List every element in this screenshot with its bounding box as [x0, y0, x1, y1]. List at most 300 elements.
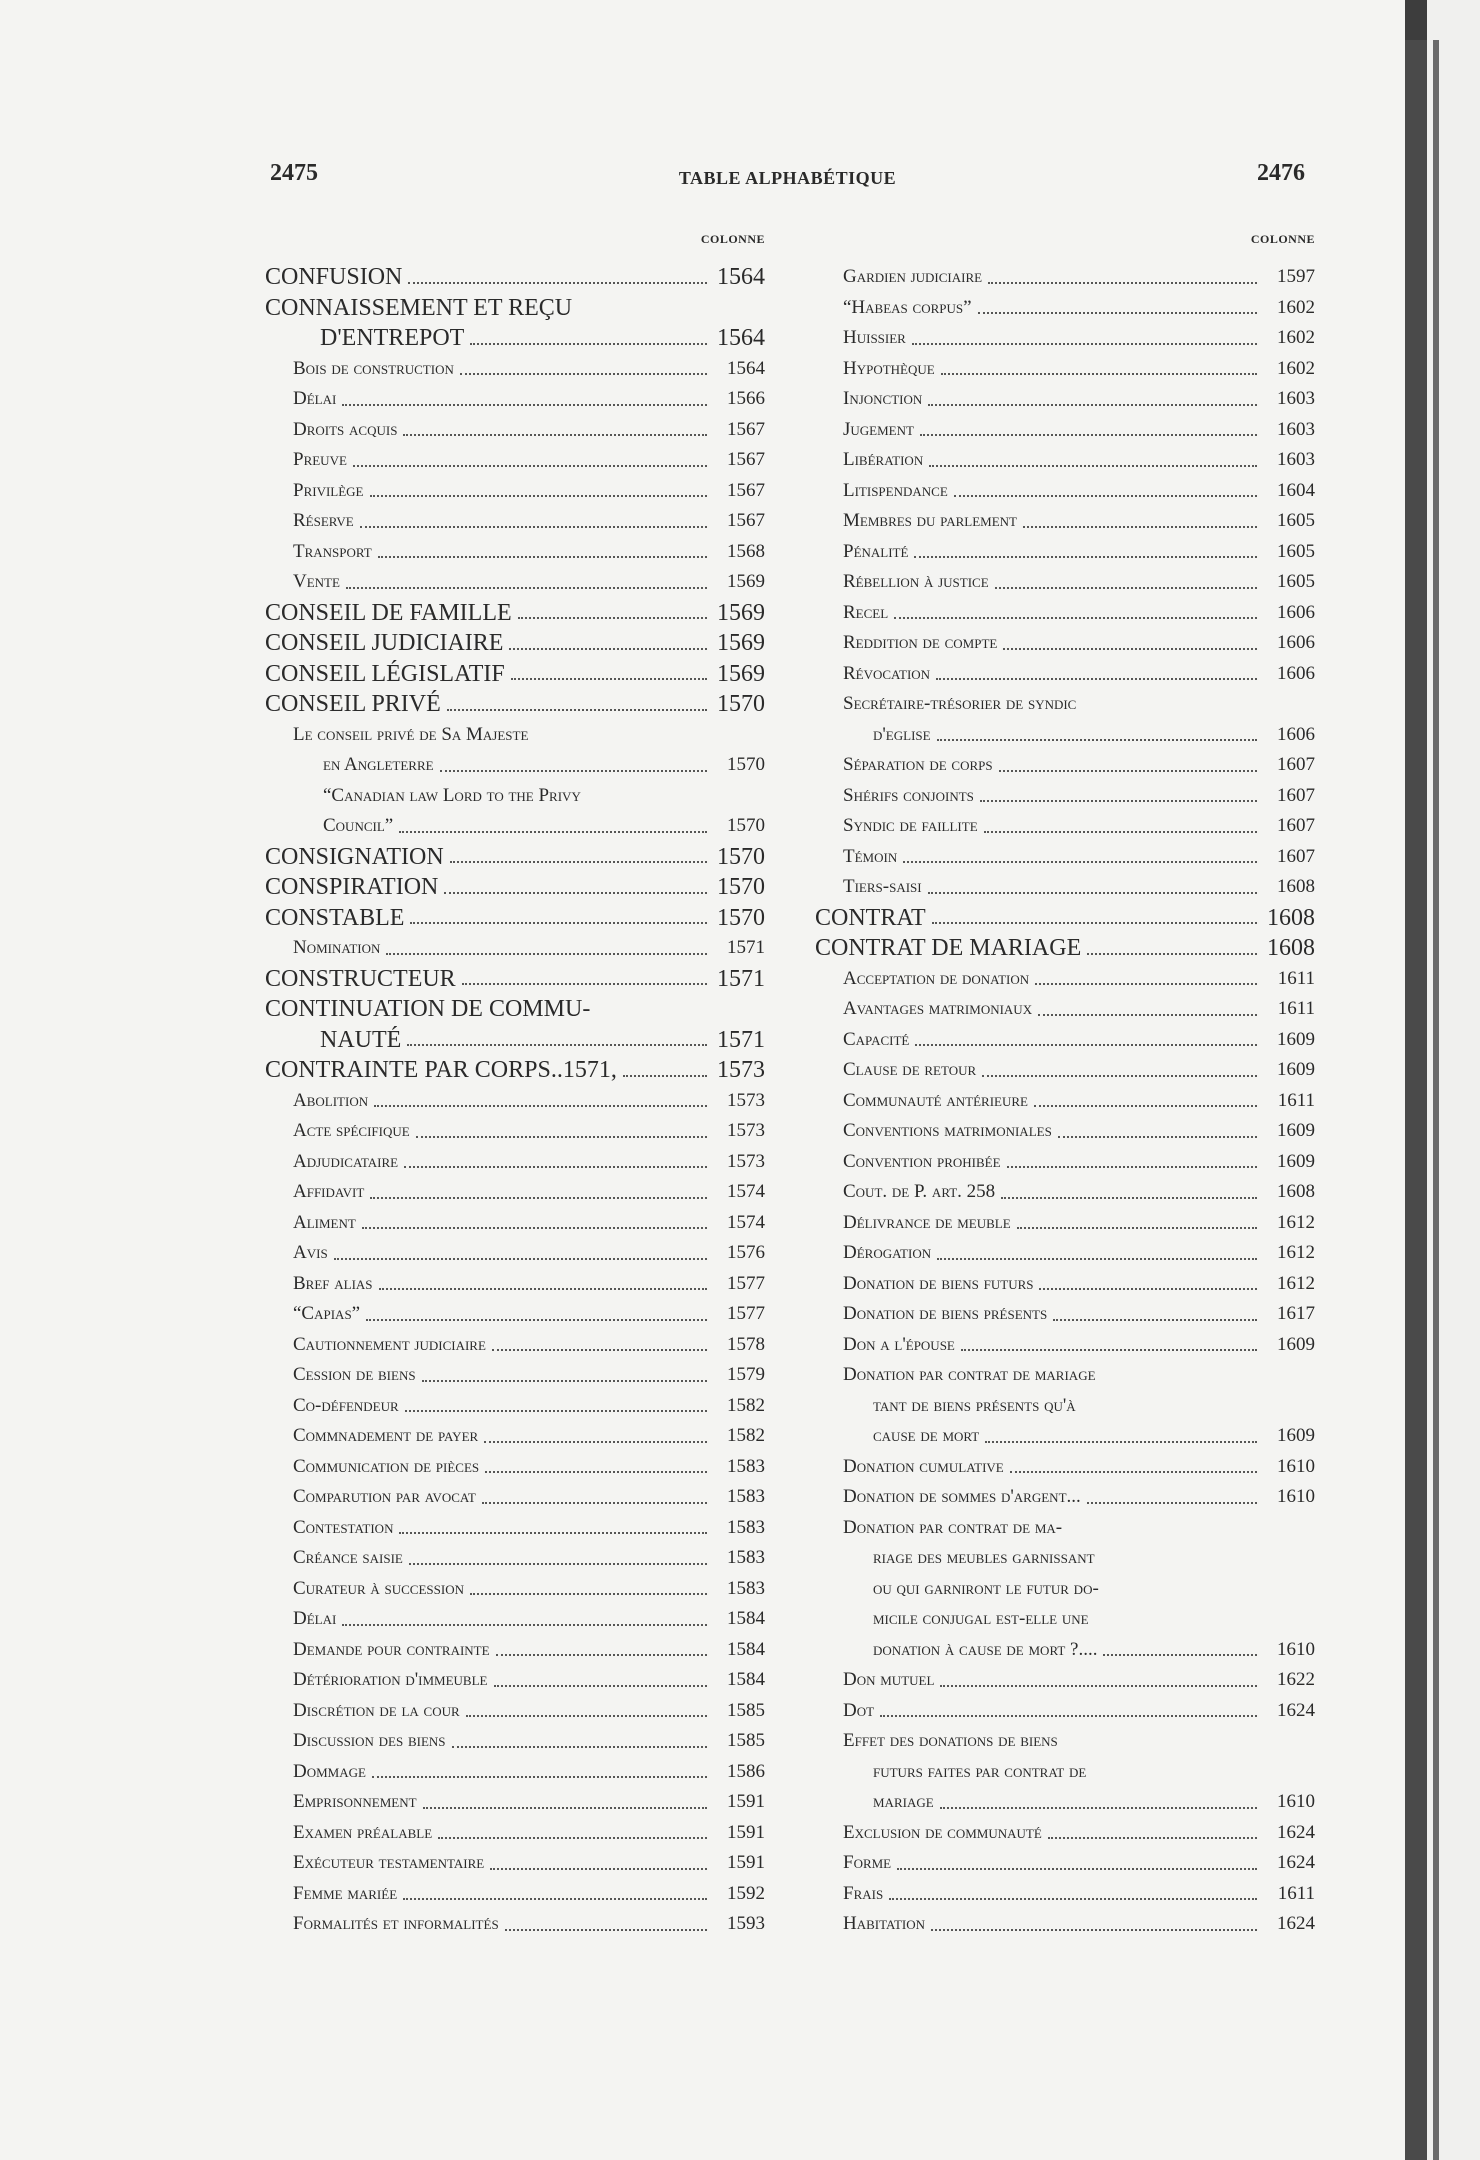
entry-label: Tiers-saisi	[843, 876, 922, 897]
entry-column-number: 1592	[727, 1882, 765, 1904]
leader-dots	[450, 861, 707, 863]
leader-dots	[423, 1807, 707, 1809]
entry-column-number: 1577	[727, 1303, 765, 1324]
index-entry	[265, 537, 765, 568]
index-entry	[265, 1513, 765, 1544]
leader-dots	[447, 709, 707, 711]
entry-label: Donation de biens présents	[843, 1303, 1048, 1324]
entry-column-number: 1605	[1277, 510, 1315, 531]
entry-column-number: 1609	[1277, 1425, 1315, 1446]
entry-label: CONSIGNATION	[265, 843, 444, 870]
entry-column-number: 1567	[727, 449, 765, 470]
entry-column-number: 1591	[727, 1821, 765, 1843]
entry-column-number: 1570	[717, 904, 765, 931]
leader-dots	[1007, 1166, 1257, 1168]
entry-column-number: 1583	[727, 1547, 765, 1568]
entry-label: CONSTABLE	[265, 904, 405, 931]
index-entry	[815, 1360, 1315, 1391]
leader-dots	[940, 1685, 1257, 1687]
entry-column-number: 1578	[727, 1333, 765, 1355]
index-entry	[265, 842, 765, 873]
leader-dots	[484, 1441, 707, 1443]
index-entry	[265, 872, 765, 903]
entry-label: Jugement	[843, 418, 914, 440]
index-entry	[265, 720, 765, 751]
entry-label: Shérifs conjoints	[843, 784, 974, 806]
entry-column-number: 1603	[1277, 418, 1315, 440]
entry-label: Preuve	[293, 449, 347, 470]
leader-dots	[378, 556, 707, 558]
entry-label: Aliment	[293, 1211, 356, 1233]
entry-label: Nomination	[293, 937, 381, 958]
entry-label: Emprisonnement	[293, 1791, 417, 1812]
entry-column-number: 1610	[1277, 1791, 1315, 1812]
leader-dots	[408, 282, 707, 284]
entry-column-number: 1568	[727, 540, 765, 562]
entry-label: riage des meubles garnissant	[873, 1547, 1095, 1568]
entry-label: Co-défendeur	[293, 1394, 399, 1416]
entry-column-number: 1584	[727, 1638, 765, 1660]
entry-label: Donation cumulative	[843, 1455, 1004, 1477]
index-entry	[815, 415, 1315, 446]
leader-dots	[509, 648, 707, 650]
entry-column-number: 1609	[1277, 1150, 1315, 1172]
index-entry	[265, 1055, 765, 1086]
entry-column-number: 1570	[727, 815, 765, 836]
index-entry	[815, 476, 1315, 507]
entry-column-number: 1593	[727, 1913, 765, 1934]
leader-dots	[988, 282, 1257, 284]
entry-column-number: 1602	[1277, 327, 1315, 348]
index-entry	[815, 567, 1315, 598]
entry-column-number: 1622	[1277, 1669, 1315, 1690]
entry-label: Reddition de compte	[843, 632, 998, 653]
entry-label: Cout. de P. art. 258	[843, 1181, 996, 1202]
leader-dots	[416, 1136, 707, 1138]
entry-label: Le conseil privé de Sa Majeste	[293, 723, 529, 745]
leader-dots	[494, 1685, 708, 1687]
entry-label: CONSEIL PRIVÉ	[265, 691, 441, 717]
entry-label: Communication de pièces	[293, 1455, 480, 1477]
leader-dots	[1038, 1014, 1257, 1016]
leader-dots	[404, 1166, 707, 1168]
entry-column-number: 1612	[1277, 1211, 1315, 1233]
index-entry	[815, 384, 1315, 415]
entry-column-number: 1586	[727, 1760, 765, 1782]
entry-label: Injonction	[843, 388, 923, 409]
entry-label: Council”	[323, 815, 394, 836]
entry-column-number: 1608	[1267, 904, 1315, 931]
index-entry	[265, 1543, 765, 1574]
entry-column-number: 1585	[727, 1699, 765, 1721]
leader-dots	[961, 1349, 1257, 1351]
entry-column-number: 1624	[1277, 1821, 1315, 1843]
index-entry	[265, 1086, 765, 1117]
index-entry	[815, 1543, 1315, 1574]
leader-dots	[929, 465, 1257, 467]
index-entry	[815, 1574, 1315, 1605]
index-entry	[265, 1757, 765, 1788]
index-entry	[265, 1848, 765, 1879]
entry-label: Discussion des biens	[293, 1730, 446, 1751]
entry-label: Détérioration d'immeuble	[293, 1669, 488, 1690]
entry-label: Droits acquis	[293, 418, 398, 440]
entry-label: “Capias”	[293, 1303, 361, 1324]
index-entry	[815, 1147, 1315, 1178]
index-entry	[815, 689, 1315, 720]
entry-column-number: 1570	[727, 754, 765, 775]
leader-dots	[422, 1380, 707, 1382]
entry-column-number: 1611	[1277, 1882, 1315, 1904]
entry-column-number: 1574	[727, 1211, 765, 1233]
index-entry	[815, 1665, 1315, 1696]
entry-label: Hypothèque	[843, 357, 935, 379]
entry-column-number: 1604	[1277, 479, 1315, 501]
index-entry	[815, 1452, 1315, 1483]
index-entry	[815, 1421, 1315, 1452]
index-entry	[815, 1909, 1315, 1940]
entry-label: Examen préalable	[293, 1821, 433, 1843]
entry-label: D'ENTREPOT	[320, 325, 465, 351]
leader-dots	[485, 1471, 707, 1473]
leader-dots	[374, 1105, 707, 1107]
leader-dots	[978, 312, 1257, 314]
entry-label: micile conjugal est-elle une	[873, 1608, 1089, 1629]
leader-dots	[1017, 1227, 1257, 1229]
entry-label: Acceptation de donation	[843, 967, 1030, 989]
entry-column-number: 1610	[1277, 1638, 1315, 1660]
leader-dots	[1048, 1837, 1257, 1839]
leader-dots	[880, 1715, 1257, 1717]
leader-dots	[995, 587, 1257, 589]
leader-dots	[984, 831, 1257, 833]
entry-column-number: 1583	[727, 1516, 765, 1538]
leader-dots	[897, 1868, 1257, 1870]
index-entry	[265, 1635, 765, 1666]
index-entry	[265, 1787, 765, 1818]
running-title: TABLE ALPHABÉTIQUE	[678, 168, 897, 188]
page-header	[270, 160, 1305, 200]
leader-dots	[490, 1868, 707, 1870]
leader-dots	[1003, 648, 1257, 650]
index-entry	[265, 262, 765, 293]
entry-label: NAUTÉ	[320, 1026, 402, 1053]
entry-column-number: 1608	[1277, 1181, 1315, 1202]
leader-dots	[366, 1319, 707, 1321]
index-entry	[815, 1025, 1315, 1056]
index-entry	[815, 1879, 1315, 1910]
leader-dots	[932, 922, 1257, 924]
entry-column-number: 1573	[727, 1120, 765, 1141]
leader-dots	[1023, 526, 1257, 528]
leader-dots	[353, 465, 707, 467]
entry-label: Donation de sommes d'argent...	[843, 1486, 1081, 1507]
leader-dots	[937, 1258, 1257, 1260]
entry-label: Commnadement de payer	[293, 1425, 479, 1446]
leader-dots	[462, 983, 707, 985]
index-entry	[265, 1665, 765, 1696]
leader-dots	[403, 434, 707, 436]
entry-label: Don mutuel	[843, 1669, 935, 1690]
entry-column-number: 1603	[1277, 388, 1315, 409]
index-entry	[815, 842, 1315, 873]
leader-dots	[482, 1502, 707, 1504]
entry-label: CONSEIL JUDICIAIRE	[265, 630, 504, 656]
leader-dots	[466, 1715, 707, 1717]
entry-column-number: 1564	[717, 325, 765, 351]
entry-label: Bref alias	[293, 1272, 373, 1294]
index-entry	[265, 293, 765, 324]
leader-dots	[362, 1227, 707, 1229]
index-entry	[265, 1726, 765, 1757]
index-entry	[815, 1818, 1315, 1849]
leader-dots	[623, 1075, 707, 1077]
leader-dots	[1087, 953, 1257, 955]
index-entry	[265, 1360, 765, 1391]
entry-label: Délivrance de meuble	[843, 1211, 1011, 1233]
entry-label: Rébellion à justice	[843, 571, 989, 592]
entry-label: “Habeas corpus”	[843, 296, 972, 318]
index-entry	[815, 1086, 1315, 1117]
index-entry	[815, 903, 1315, 934]
leader-dots	[505, 1929, 707, 1931]
entry-label: Femme mariée	[293, 1882, 398, 1904]
index-entry	[815, 1482, 1315, 1513]
index-entry	[815, 354, 1315, 385]
leader-dots	[452, 1746, 707, 1748]
entry-label: Vente	[293, 571, 340, 592]
entry-label: Créance saisie	[293, 1547, 403, 1568]
leader-dots	[405, 1410, 707, 1412]
entry-label: Avantages matrimoniaux	[843, 998, 1033, 1019]
leader-dots	[440, 770, 707, 772]
facing-page-edge	[1427, 0, 1480, 2160]
index-entry	[815, 537, 1315, 568]
entry-column-number: 1591	[727, 1852, 765, 1873]
entry-label: Forme	[843, 1852, 892, 1873]
entry-label: Donation par contrat de ma-	[843, 1516, 1063, 1538]
entry-column-number: 1607	[1277, 754, 1315, 775]
entry-column-number: 1610	[1277, 1455, 1315, 1477]
entry-label: CONFUSION	[265, 264, 403, 290]
entry-label: Huissier	[843, 327, 906, 348]
entry-column-number: 1564	[727, 357, 765, 379]
entry-label: tant de biens présents qu'à	[873, 1394, 1076, 1416]
leader-dots	[410, 922, 707, 924]
leader-dots	[985, 1441, 1257, 1443]
entry-column-number: 1584	[727, 1608, 765, 1629]
index-entry	[815, 1055, 1315, 1086]
entry-label: ou qui garniront le futur do-	[873, 1577, 1099, 1599]
leader-dots	[999, 770, 1257, 772]
entry-column-number: 1608	[1267, 935, 1315, 961]
entry-label: Conventions matrimoniales	[843, 1120, 1052, 1141]
leader-dots	[444, 892, 707, 894]
index-entry	[265, 567, 765, 598]
entry-label: Comparution par avocat	[293, 1486, 476, 1507]
entry-column-number: 1571	[727, 937, 765, 958]
index-entry	[265, 994, 765, 1025]
leader-dots	[407, 1044, 707, 1046]
index-entry	[265, 1452, 765, 1483]
entry-column-number: 1597	[1277, 266, 1315, 287]
index-column-left	[265, 232, 765, 1940]
column-heading: COLONNE	[700, 232, 765, 246]
entry-label: Privilège	[293, 479, 364, 501]
entry-label: Recel	[843, 601, 889, 623]
index-entry	[815, 933, 1315, 964]
leader-dots	[409, 1563, 707, 1565]
index-entry	[265, 1238, 765, 1269]
entry-label: Dommage	[293, 1760, 366, 1782]
entry-column-number: 1611	[1277, 1089, 1315, 1111]
leader-dots	[915, 1044, 1257, 1046]
entry-label: Frais	[843, 1882, 884, 1904]
entry-label: Révocation	[843, 662, 931, 684]
leader-dots	[928, 892, 1257, 894]
entry-column-number: 1583	[727, 1577, 765, 1599]
entry-label: Avis	[293, 1242, 328, 1263]
leader-dots	[937, 739, 1257, 741]
entry-label: Membres du parlement	[843, 510, 1017, 531]
entry-column-number: 1569	[717, 630, 765, 656]
index-entry	[815, 445, 1315, 476]
entry-label: Bois de construction	[293, 357, 454, 379]
entry-column-number: 1582	[727, 1425, 765, 1446]
entry-label: CONTRAT DE MARIAGE	[815, 935, 1082, 961]
entry-label: Communauté antérieure	[843, 1089, 1028, 1111]
entry-column-number: 1611	[1277, 998, 1315, 1019]
index-entry	[815, 1299, 1315, 1330]
entry-column-number: 1579	[727, 1364, 765, 1385]
entry-column-number: 1571	[717, 1026, 765, 1053]
entry-column-number: 1564	[717, 264, 765, 290]
entry-column-number: 1582	[727, 1394, 765, 1416]
index-entry	[265, 750, 765, 781]
entry-label: CONTINUATION DE COMMU-	[265, 996, 591, 1022]
entry-column-number: 1576	[727, 1242, 765, 1263]
entry-column-number: 1577	[727, 1272, 765, 1294]
index-entry	[815, 994, 1315, 1025]
index-entry	[265, 1391, 765, 1422]
index-entry	[265, 1696, 765, 1727]
index-entry	[815, 1848, 1315, 1879]
index-entry	[265, 506, 765, 537]
index-entry	[265, 476, 765, 507]
leader-dots	[889, 1898, 1257, 1900]
entry-column-number: 1583	[727, 1486, 765, 1507]
entry-column-number: 1612	[1277, 1242, 1315, 1263]
entry-column-number: 1584	[727, 1669, 765, 1690]
index-entry	[265, 384, 765, 415]
entry-column-number: 1569	[727, 571, 765, 592]
index-entry	[815, 1116, 1315, 1147]
leader-dots	[360, 526, 707, 528]
index-entry	[265, 1818, 765, 1849]
entry-column-number: 1606	[1277, 723, 1315, 745]
entry-label: Gardien judiciaire	[843, 266, 983, 287]
entry-column-number: 1605	[1277, 571, 1315, 592]
index-entry	[265, 354, 765, 385]
entry-column-number: 1583	[727, 1455, 765, 1477]
index-entry	[815, 1757, 1315, 1788]
index-entry	[265, 1116, 765, 1147]
entry-column-number: 1570	[717, 843, 765, 870]
entry-label: “Canadian law Lord to the Privy	[323, 784, 581, 806]
entry-column-number: 1573	[717, 1057, 765, 1083]
leader-dots	[1039, 1288, 1257, 1290]
entry-label: Cautionnement judiciaire	[293, 1333, 486, 1355]
entry-label: Clause de retour	[843, 1059, 977, 1080]
entry-column-number: 1607	[1277, 845, 1315, 867]
entry-label: Affidavit	[293, 1181, 365, 1202]
index-entry	[815, 720, 1315, 751]
index-entry	[265, 964, 765, 995]
entry-label: Contestation	[293, 1516, 394, 1538]
leader-dots	[403, 1898, 707, 1900]
leader-dots	[1034, 1105, 1257, 1107]
leader-dots	[334, 1258, 707, 1260]
index-entry	[265, 1269, 765, 1300]
index-entry	[815, 1787, 1315, 1818]
entry-label: CONTRAT	[815, 904, 926, 931]
entry-column-number: 1607	[1277, 815, 1315, 836]
entry-label: Exclusion de communauté	[843, 1821, 1042, 1843]
entry-label: cause de mort	[873, 1425, 980, 1446]
entry-label: Transport	[293, 540, 372, 562]
leader-dots	[914, 556, 1257, 558]
index-entry	[265, 598, 765, 629]
leader-dots	[370, 1197, 707, 1199]
entry-label: CONSEIL LÉGISLATIF	[265, 660, 505, 687]
leader-dots	[903, 861, 1257, 863]
index-entry	[265, 628, 765, 659]
index-entry	[265, 659, 765, 690]
index-entry	[815, 750, 1315, 781]
index-entry	[815, 964, 1315, 995]
entry-label: Séparation de corps	[843, 754, 993, 775]
index-entry	[815, 293, 1315, 324]
index-entry	[815, 628, 1315, 659]
leader-dots	[511, 678, 707, 680]
leader-dots	[470, 343, 707, 345]
entry-label: futurs faites par contrat de	[873, 1760, 1087, 1782]
entry-label: CONSTRUCTEUR	[265, 965, 456, 992]
leader-dots	[1035, 983, 1257, 985]
entry-column-number: 1569	[717, 599, 765, 626]
leader-dots	[1053, 1319, 1257, 1321]
column-heading: COLONNE	[1250, 232, 1315, 246]
entry-label: donation à cause de mort ?....	[873, 1638, 1098, 1660]
entry-column-number: 1585	[727, 1730, 765, 1751]
entry-label: Cession de biens	[293, 1364, 416, 1385]
leader-dots	[940, 1807, 1257, 1809]
leader-dots	[1058, 1136, 1257, 1138]
index-entry	[265, 1909, 765, 1940]
index-entry	[815, 598, 1315, 629]
entry-column-number: 1573	[727, 1150, 765, 1172]
index-entry	[265, 1330, 765, 1361]
entry-label: Réserve	[293, 510, 354, 531]
index-entry	[265, 1421, 765, 1452]
entry-label: Témoin	[843, 845, 898, 867]
entry-label: CONSEIL DE FAMILLE	[265, 599, 512, 626]
entry-column-number: 1566	[727, 388, 765, 409]
index-entry	[815, 1726, 1315, 1757]
entry-label: Pénalité	[843, 540, 909, 562]
index-entry	[265, 903, 765, 934]
index-entry	[815, 1635, 1315, 1666]
